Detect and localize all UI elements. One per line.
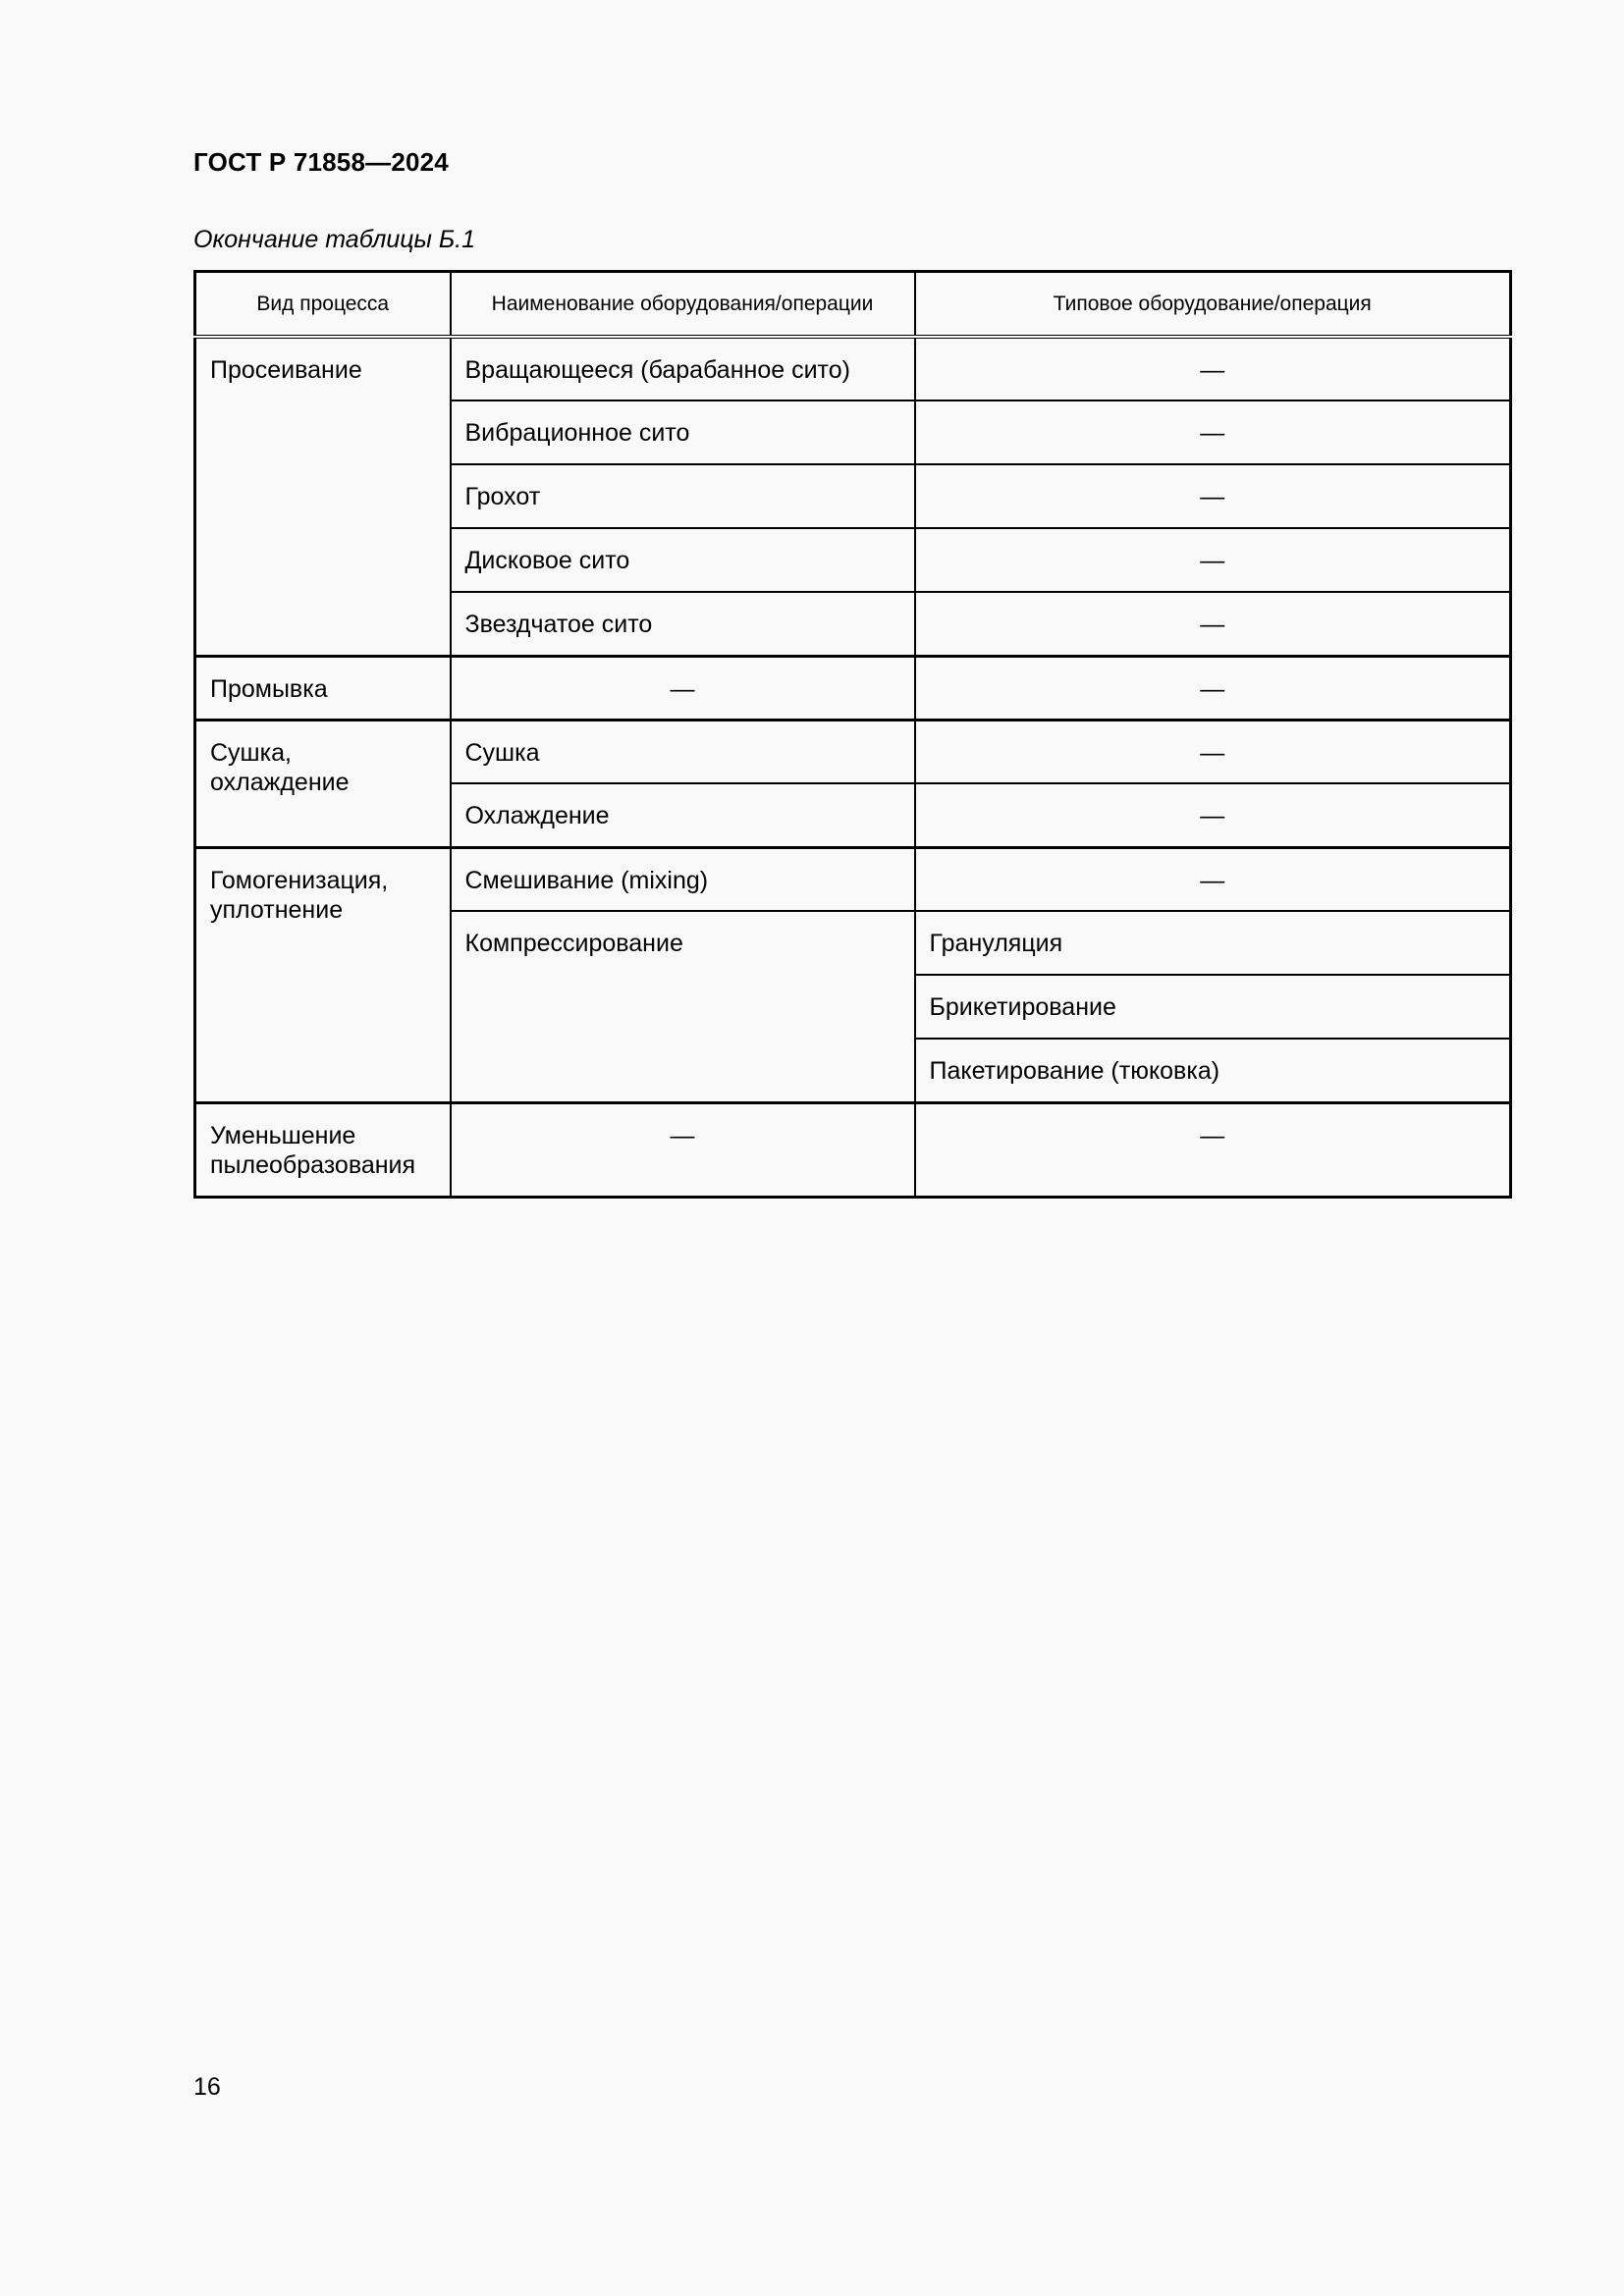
typical-cell: —	[915, 783, 1511, 847]
table-header-row	[195, 272, 1511, 338]
equipment-table	[193, 270, 1512, 1199]
table-row	[195, 1102, 1511, 1197]
table-row	[195, 720, 1511, 783]
typical-cell: Брикетирование	[915, 975, 1511, 1039]
equipment-cell: —	[451, 1102, 915, 1197]
typical-cell: —	[915, 1102, 1511, 1197]
typical-cell: Пакетирование (тюковка)	[915, 1039, 1511, 1102]
typical-cell: —	[915, 337, 1511, 400]
typical-cell: —	[915, 847, 1511, 911]
document-code: ГОСТ Р 71858—2024	[193, 147, 449, 177]
equipment-cell: Вращающееся (барабанное сито)	[451, 337, 915, 400]
page-number: 16	[193, 2073, 221, 2101]
header-equipment: Наименование оборудования/операции	[451, 272, 915, 338]
equipment-cell: Вибрационное сито	[451, 400, 915, 464]
typical-cell: —	[915, 592, 1511, 656]
equipment-cell: —	[451, 656, 915, 720]
typical-cell: —	[915, 656, 1511, 720]
process-cell: Просеивание	[195, 337, 451, 656]
process-cell: Сушка, охлаждение	[195, 720, 451, 847]
process-cell: Уменьшение пылеобразования	[195, 1102, 451, 1197]
typical-cell: —	[915, 720, 1511, 783]
table-row	[195, 847, 1511, 911]
typical-cell: —	[915, 528, 1511, 592]
process-cell: Промывка	[195, 656, 451, 720]
typical-cell: —	[915, 400, 1511, 464]
table-row	[195, 656, 1511, 720]
table-caption: Окончание таблицы Б.1	[193, 226, 475, 253]
process-cell: Гомогенизация, уплотнение	[195, 847, 451, 1102]
equipment-cell: Компрессирование	[451, 911, 915, 1102]
table-row	[195, 337, 1511, 400]
header-typical: Типовое оборудование/операция	[915, 272, 1511, 338]
equipment-cell: Смешивание (mixing)	[451, 847, 915, 911]
equipment-cell: Охлаждение	[451, 783, 915, 847]
equipment-cell: Звездчатое сито	[451, 592, 915, 656]
equipment-cell: Сушка	[451, 720, 915, 783]
typical-cell: Грануляция	[915, 911, 1511, 975]
equipment-cell: Дисковое сито	[451, 528, 915, 592]
equipment-cell: Грохот	[451, 464, 915, 528]
typical-cell: —	[915, 464, 1511, 528]
header-process: Вид процесса	[195, 272, 451, 338]
